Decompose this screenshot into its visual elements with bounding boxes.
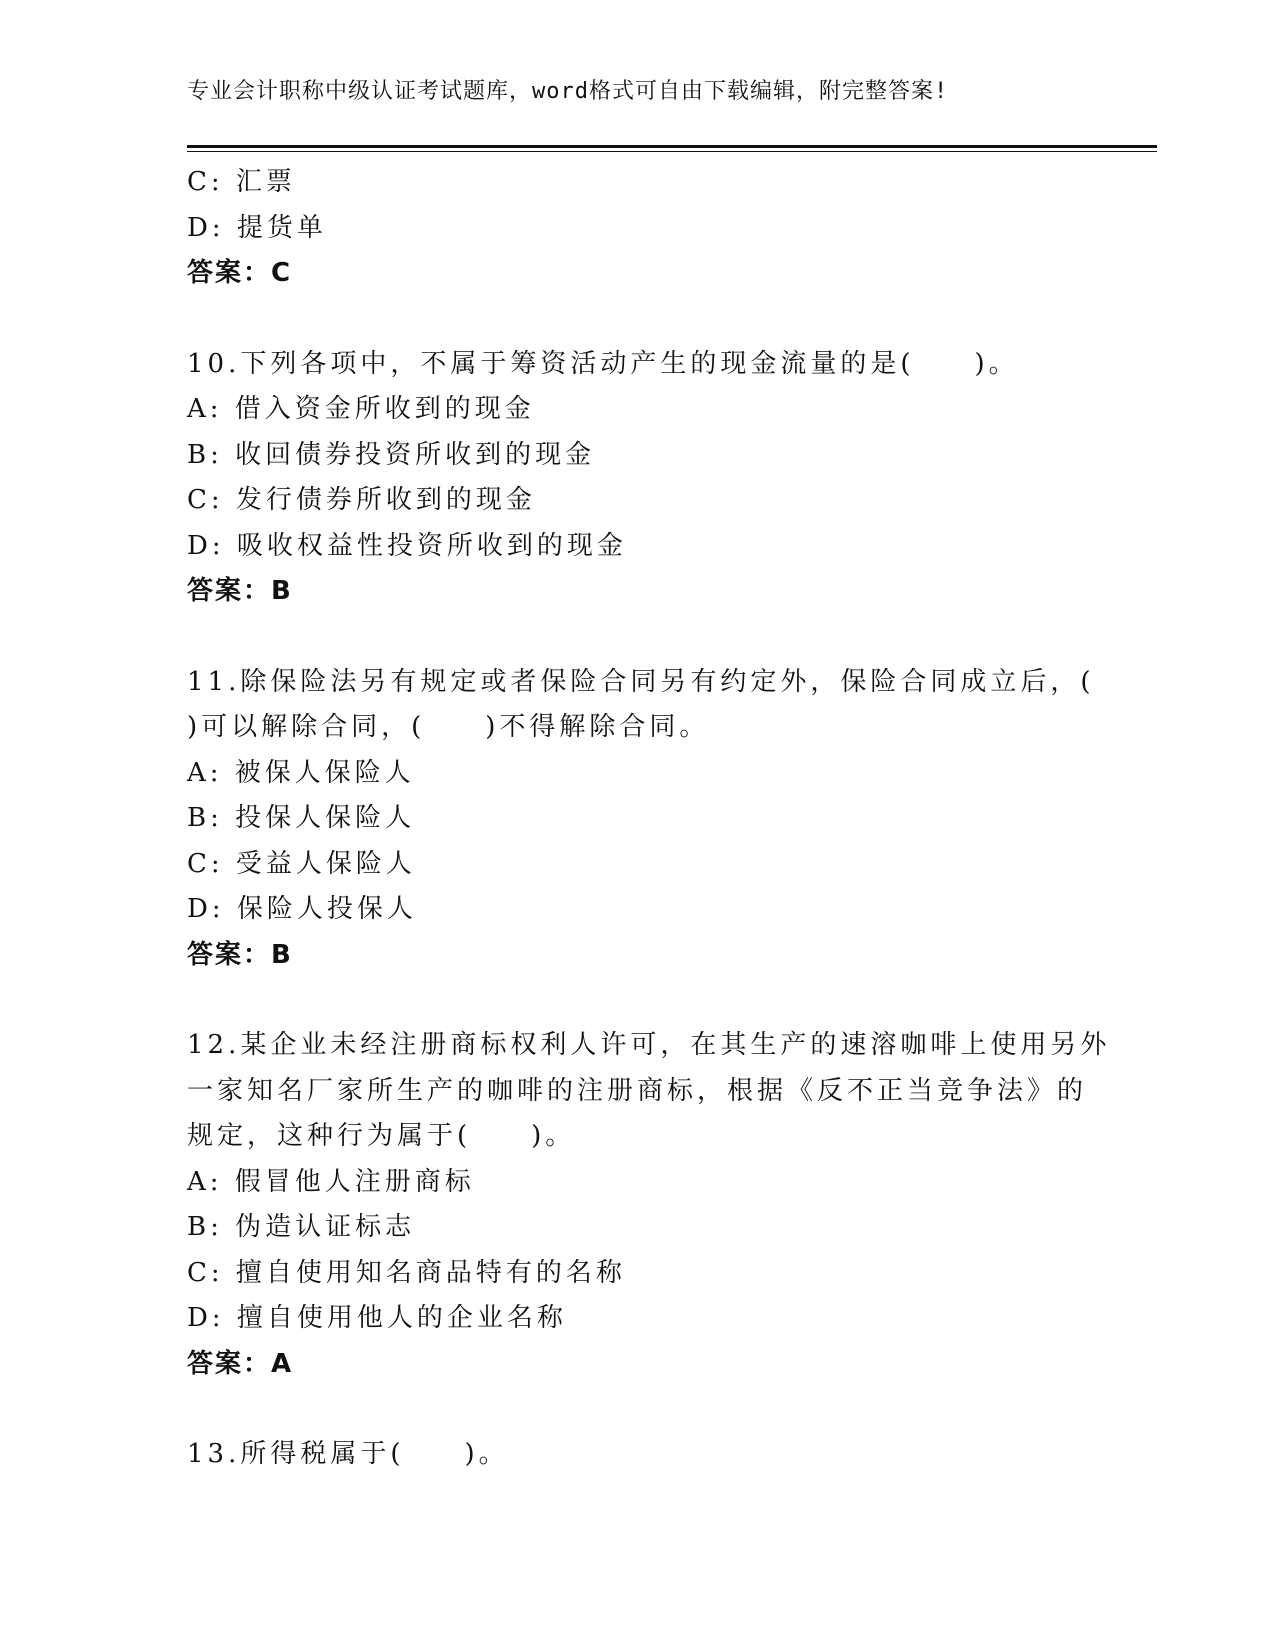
question-stem: )可以解除合同，( )不得解除合同。	[187, 712, 710, 742]
question-stem: 12.某企业未经注册商标权利人许可，在其生产的速溶咖啡上使用另外	[187, 1030, 1111, 1060]
answer: 答案：B	[187, 576, 293, 606]
option: C: 发行债券所收到的现金	[187, 485, 536, 515]
option: D: 提货单	[187, 212, 327, 243]
option: D: 吸收权益性投资所收到的现金	[187, 530, 627, 561]
option: D: 擅自使用他人的企业名称	[187, 1303, 567, 1333]
question-stem: 一家知名厂家所生产的咖啡的注册商标，根据《反不正当竞争法》的	[187, 1075, 1088, 1106]
question-11	[187, 660, 1095, 979]
option: D: 保险人投保人	[187, 894, 417, 924]
question-12	[187, 1023, 1111, 1387]
option: A: 借入资金所收到的现金	[187, 394, 535, 424]
header-rule	[187, 145, 1157, 148]
option: C: 受益人保险人	[187, 848, 416, 879]
option: C: 汇票	[187, 167, 296, 197]
option: C: 擅自使用知名商品特有的名称	[187, 1257, 626, 1288]
question-stem: 13.所得税属于( )。	[187, 1439, 509, 1469]
question-13	[187, 1432, 1087, 1478]
answer: 答案：B	[187, 939, 293, 970]
option: A: 假冒他人注册商标	[187, 1166, 475, 1197]
answer: 答案：C	[187, 258, 293, 288]
option: B: 收回债券投资所收到的现金	[187, 439, 596, 470]
option: B: 伪造认证标志	[187, 1212, 416, 1242]
option: A: 被保人保险人	[187, 757, 415, 788]
page-header: 专业会计职称中级认证考试题库，word格式可自由下载编辑，附完整答案!	[187, 79, 949, 104]
question-10	[187, 342, 1087, 615]
option: B: 投保人保险人	[187, 803, 416, 833]
question-stem: 11.除保险法另有规定或者保险合同另有约定外，保险合同成立后，(	[187, 666, 1095, 697]
header-rule-thin	[187, 151, 1157, 152]
answer: 答案：A	[187, 1348, 294, 1379]
question-stem: 规定，这种行为属于( )。	[187, 1121, 576, 1151]
question-stem: 10.下列各项中，不属于筹资活动产生的现金流量的是( )。	[187, 348, 1019, 379]
question-list	[187, 160, 1111, 1478]
